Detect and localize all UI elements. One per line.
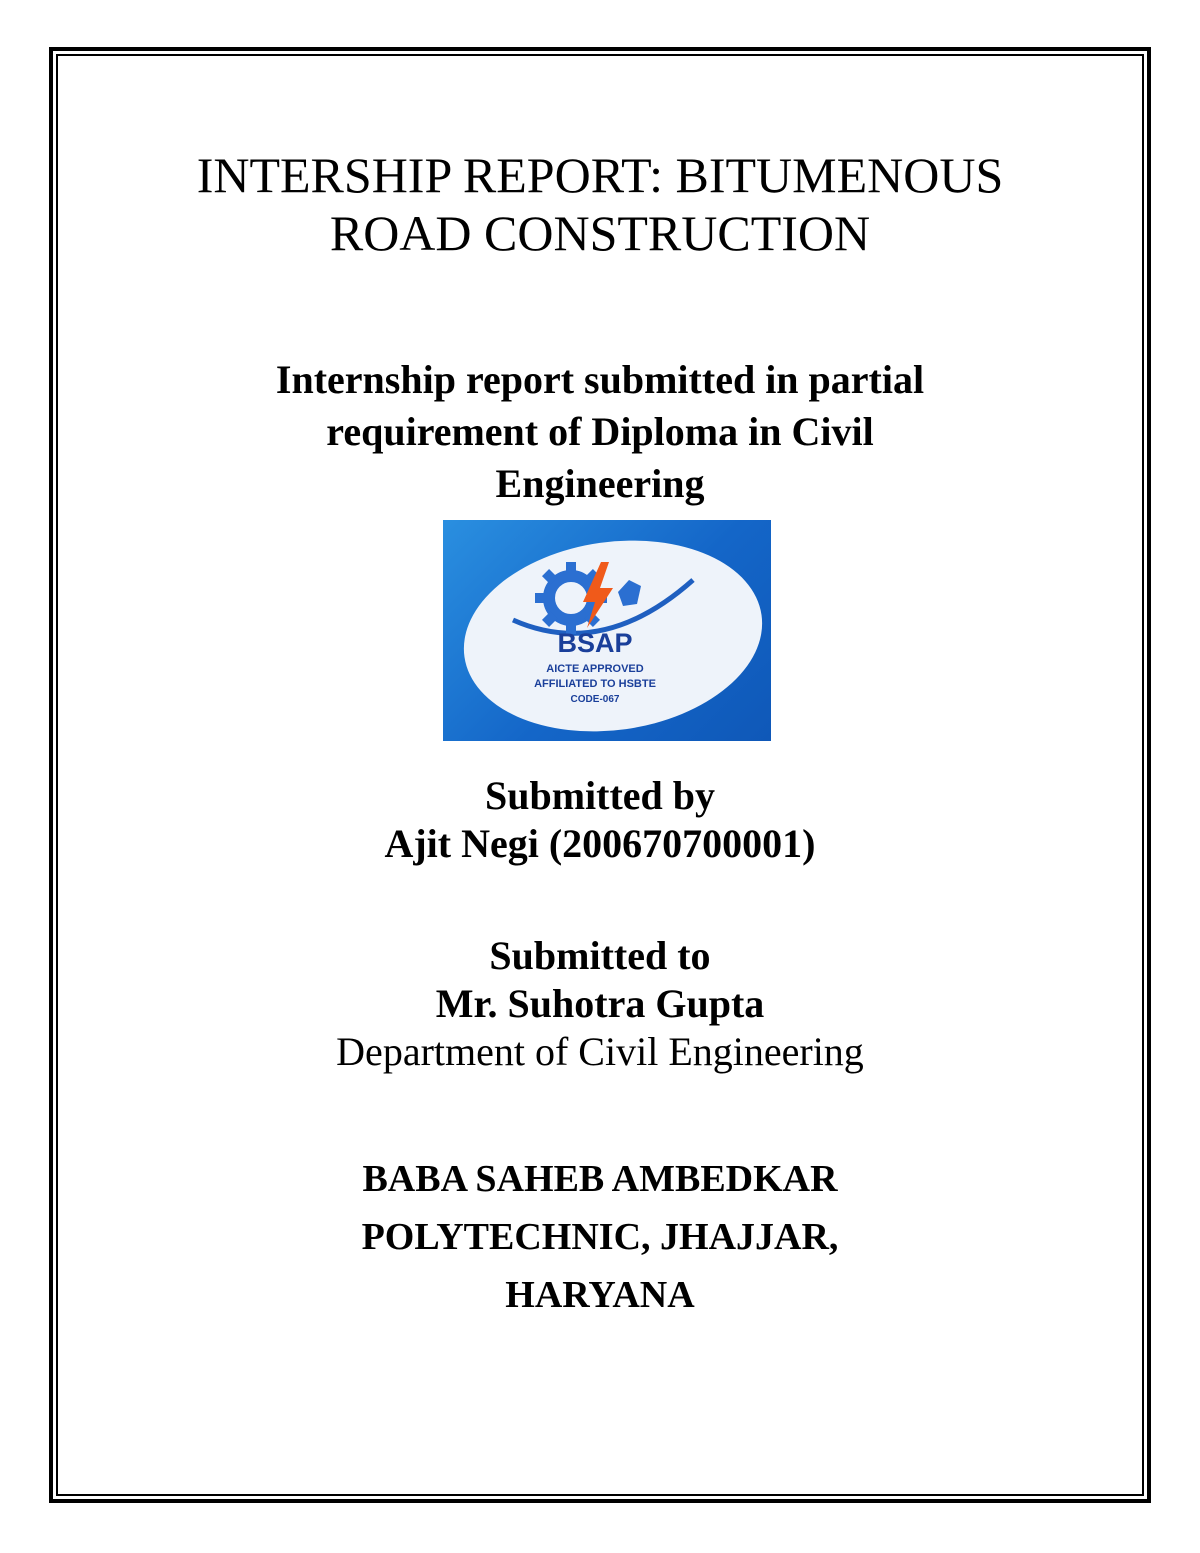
department-name: Department of Civil Engineering [336,1029,864,1074]
submitted-to-label: Submitted to [489,933,711,978]
logo-brand-text: BSAP [557,628,633,658]
logo-line-2: AFFILIATED TO HSBTE [534,678,656,690]
guide-name: Mr. Suhotra Gupta [435,981,765,1026]
logo-line-3: CODE-067 [570,694,620,705]
submitted-by-section [60,772,1140,868]
institution-line-1: BABA SAHEB AMBEDKAR [362,1158,838,1200]
report-title-line-2: ROAD CONSTRUCTION [329,205,871,261]
institution-line-2: POLYTECHNIC, JHAJJAR, [361,1216,839,1258]
report-subtitle-line-3: Engineering [495,461,705,506]
institution-name [60,1150,1140,1324]
submitted-by-label: Submitted by [484,773,716,818]
student-name: Ajit Negi (200670700001) [384,821,816,866]
institution-line-3: HARYANA [505,1274,695,1316]
submitted-to-section [60,932,1140,1076]
report-title-line-1: INTERSHIP REPORT: BITUMENOUS [196,147,1004,203]
report-subtitle-line-2: requirement of Diploma in Civil [326,409,874,454]
bsap-logo-graphic [443,520,771,741]
bsap-logo [443,520,771,741]
report-title [60,146,1140,262]
report-subtitle [60,354,1140,510]
report-subtitle-line-1: Internship report submitted in partial [275,357,925,402]
logo-line-1: AICTE APPROVED [546,663,644,675]
